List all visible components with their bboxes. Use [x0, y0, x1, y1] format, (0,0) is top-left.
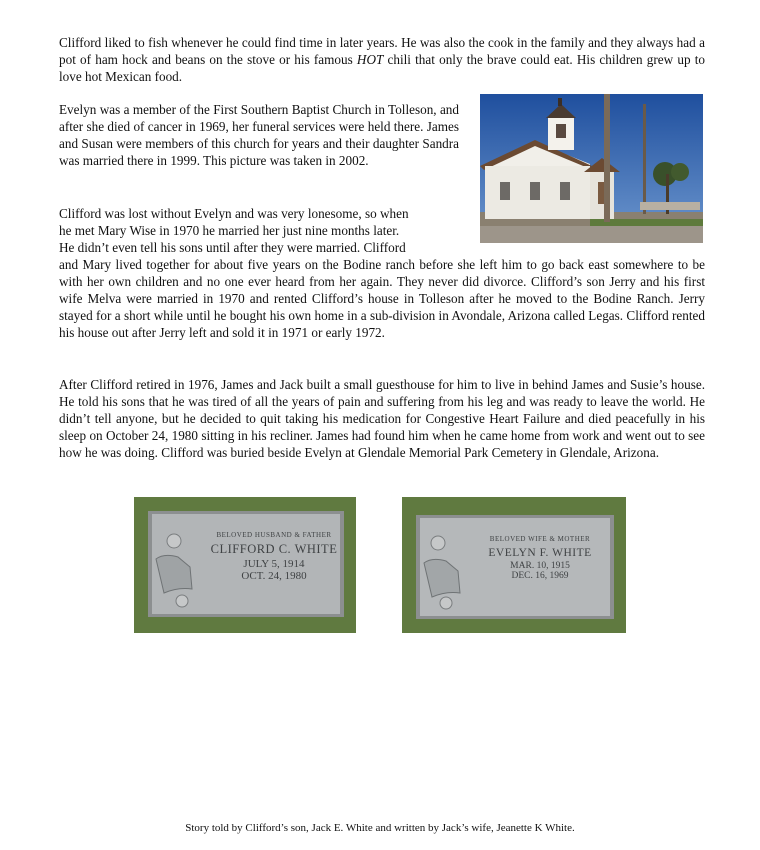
paragraph-fishing — [59, 34, 705, 85]
p3-line-3: He didn’t even tell his sons until after they were married. Clifford — [59, 240, 406, 255]
p1-hot-word: HOT — [356, 52, 384, 67]
evelyn-inscription — [470, 535, 610, 581]
p3-rest: and Mary lived together for about five years on the Bodine ranch before she left him to go back east somewhere to be with her own children and no one ever heard from her again. They never did divorce. Clifford’s son Jerry and his first wife Melva were married in 1970 and rented Clifford’s house in Tolleson after he moved to the Bodine Ranch. Jerry stayed for a short while until he bought his own home in a sub-division in Avondale, Arizona called Legas. Clifford rented his house out after Jerry left and sold it in 1971 or early 1972. — [59, 257, 705, 340]
evelyn-died: DEC. 16, 1969 — [511, 571, 569, 581]
p1-text-b: chili that only the brave could eat. His children grew up to love hot Mexican food. — [59, 52, 706, 84]
clifford-born: JULY 5, 1914 — [243, 558, 305, 570]
clifford-died: OCT. 24, 1980 — [241, 570, 307, 582]
evelyn-name: EVELYN F. WHITE — [488, 547, 592, 559]
evelyn-born: MAR. 10, 1915 — [510, 561, 570, 571]
p1-text-a: Clifford liked to fish whenever he could find time in later years. He was also the cook in the family and they always had a pot of ham hock and beans on the stove or his famous — [59, 35, 705, 67]
p3-line-2: he met Mary Wise in 1970 he married her just nine months later. — [59, 223, 400, 238]
clifford-headstone-photo — [134, 497, 356, 633]
p3-line-1: Clifford was lost without Evelyn and was very lonesome, so when — [59, 206, 409, 221]
church-photo — [480, 94, 703, 243]
footer-credit: Story told by Clifford’s son, Jack E. White and written by Jack’s wife, Jeanette K White. — [185, 822, 575, 834]
paragraph-retirement: After Clifford retired in 1976, James and Jack built a small guesthouse for him to live in behind James and Susie’s house. He told his sons that he was tired of all the years of pain and suffering from his leg and was ready to leave the world. He didn’t tell anyone, but he decided to quit taking his medication for Congestive Heart Failure and died peacefully in his sleep on October 24, 1980 sitting in his recliner. James had found him when he came home from work and went out to see how he was doing. Clifford was buried beside Evelyn at Glendale Memorial Park Cemetery in Glendale, Arizona. — [59, 377, 705, 460]
clifford-epitaph: BELOVED HUSBAND & FATHER — [216, 531, 332, 539]
clifford-name: CLIFFORD C. WHITE — [210, 542, 338, 556]
evelyn-headstone-photo — [402, 497, 626, 633]
evelyn-epitaph: BELOVED WIFE & MOTHER — [489, 535, 591, 543]
clifford-inscription — [204, 531, 344, 582]
paragraph-church: Evelyn was a member of the First Southern Baptist Church in Tolleson, and after she died of cancer in 1969, her funeral services were held there. James and Susan were members of this church for years and their daughter Sandra was married there in 1999. This picture was taken in 2002. — [59, 102, 459, 168]
